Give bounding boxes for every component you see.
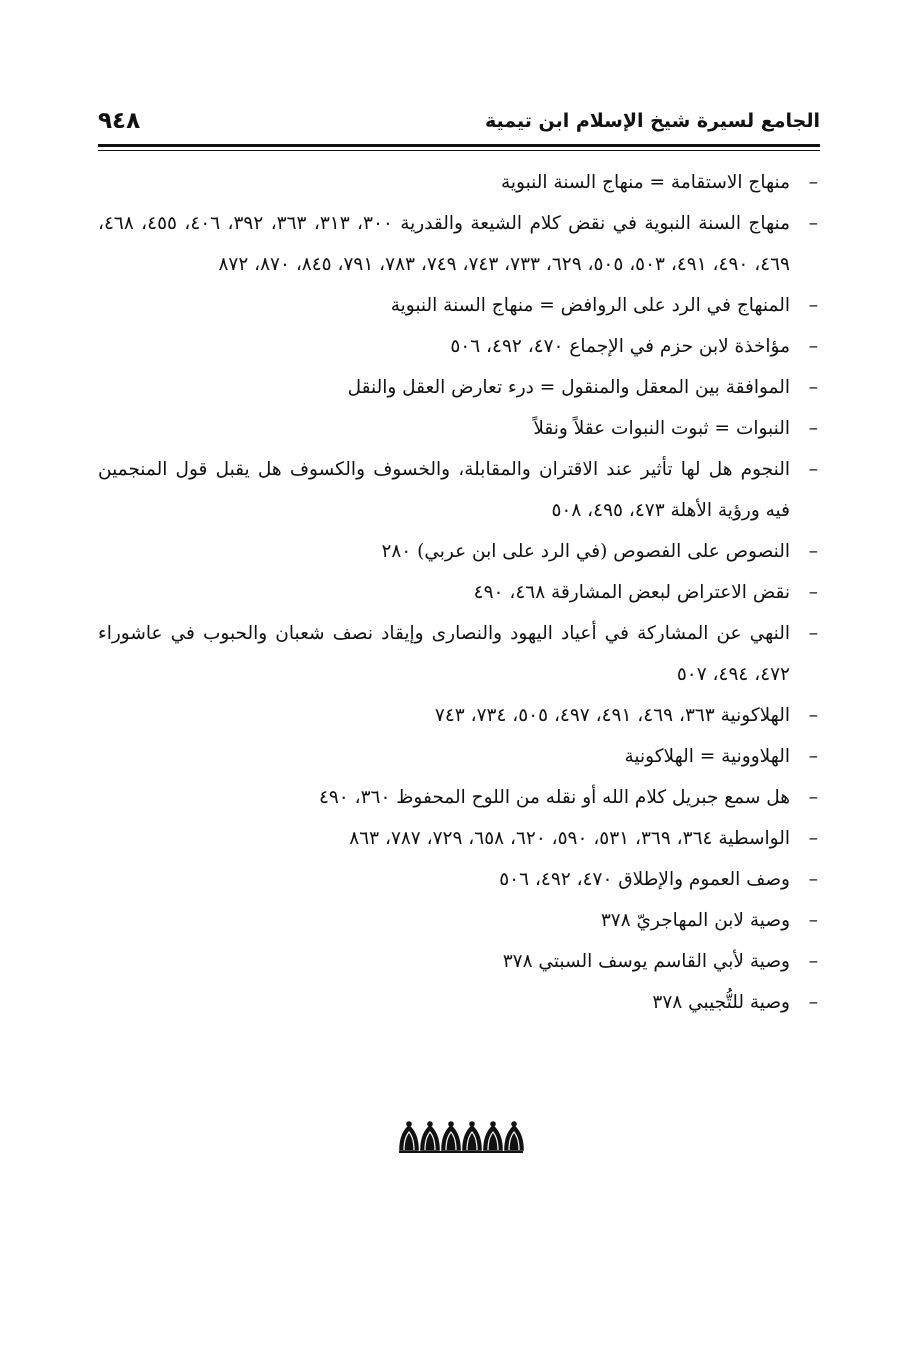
index-entry: – الهلاكونية ٣٦٣، ٤٦٩، ٤٩١، ٤٩٧، ٥٠٥، ٧٣٤، ٧٤٣ xyxy=(98,695,820,736)
header-rule-thin xyxy=(98,150,820,151)
book-title: الجامع لسيرة شيخ الإسلام ابن تيمية xyxy=(484,110,820,132)
index-entry: – هل سمع جبريل كلام الله أو نقله من اللوح المحفوظ ٣٦٠، ٤٩٠ xyxy=(98,777,820,818)
index-entry: – مؤاخذة لابن حزم في الإجماع ٤٧٠، ٤٩٢، ٥٠٦ xyxy=(98,326,820,367)
index-entry: – النبوات = ثبوت النبوات عقلاً ونقلاً xyxy=(98,408,820,449)
index-entry: – الواسطية ٣٦٤، ٣٦٩، ٥٣١، ٥٩٠، ٦٢٠، ٦٥٨، ٧٢٩، ٧٨٧، ٨٦٣ xyxy=(98,818,820,859)
index-entry: – النصوص على الفصوص (في الرد على ابن عربي) ٢٨٠ xyxy=(98,531,820,572)
index-entry: – وصية لأبي القاسم يوسف السبتي ٣٧٨ xyxy=(98,941,820,982)
page-number: ٩٤٨ xyxy=(98,108,141,134)
index-entry: – منهاج الاستقامة = منهاج السنة النبوية xyxy=(98,162,820,203)
index-entry: – النجوم هل لها تأثير عند الاقتران والمقابلة، والخسوف والكسوف هل يقبل قول المنجمين فيه ورؤية الأهلة ٤٧٣، ٤٩٥، ٥٠٨ xyxy=(98,449,820,531)
header-rule-thick xyxy=(98,144,820,147)
index-entry: – الهلاوونية = الهلاكونية xyxy=(98,736,820,777)
index-entry: – وصية لابن المهاجريّ ٣٧٨ xyxy=(98,900,820,941)
index-entry: – وصية للتُّجيبي ٣٧٨ xyxy=(98,982,820,1023)
index-entries xyxy=(98,162,820,1023)
running-header xyxy=(98,108,820,142)
index-entry: – النهي عن المشاركة في أعياد اليهود والنصارى وإيقاد نصف شعبان والحبوب في عاشوراء ٤٧٢، ٤٩٤، ٥٠٧ xyxy=(98,613,820,695)
index-entry: – نقض الاعتراض لبعض المشارقة ٤٦٨، ٤٩٠ xyxy=(98,572,820,613)
index-entry: – المنهاج في الرد على الروافض = منهاج السنة النبوية xyxy=(98,285,820,326)
end-ornament-icon xyxy=(398,1120,524,1154)
index-entry: – الموافقة بين المعقل والمنقول = درء تعارض العقل والنقل xyxy=(98,367,820,408)
index-entry: – وصف العموم والإطلاق ٤٧٠، ٤٩٢، ٥٠٦ xyxy=(98,859,820,900)
index-entry: – منهاج السنة النبوية في نقض كلام الشيعة والقدرية ٣٠٠، ٣١٣، ٣٦٣، ٣٩٢، ٤٠٦، ٤٥٥، ٤٦٨، ٤٦٩، ٤٩٠، ٤٩١، ٥٠٣، ٥٠٥، ٦٢٩، ٧٣٣، ٧٤٣، ٧٤٩، ٧٨٣، ٧٩١، ٨٤٥، ٨٧٠، ٨٧٢ xyxy=(98,203,820,285)
